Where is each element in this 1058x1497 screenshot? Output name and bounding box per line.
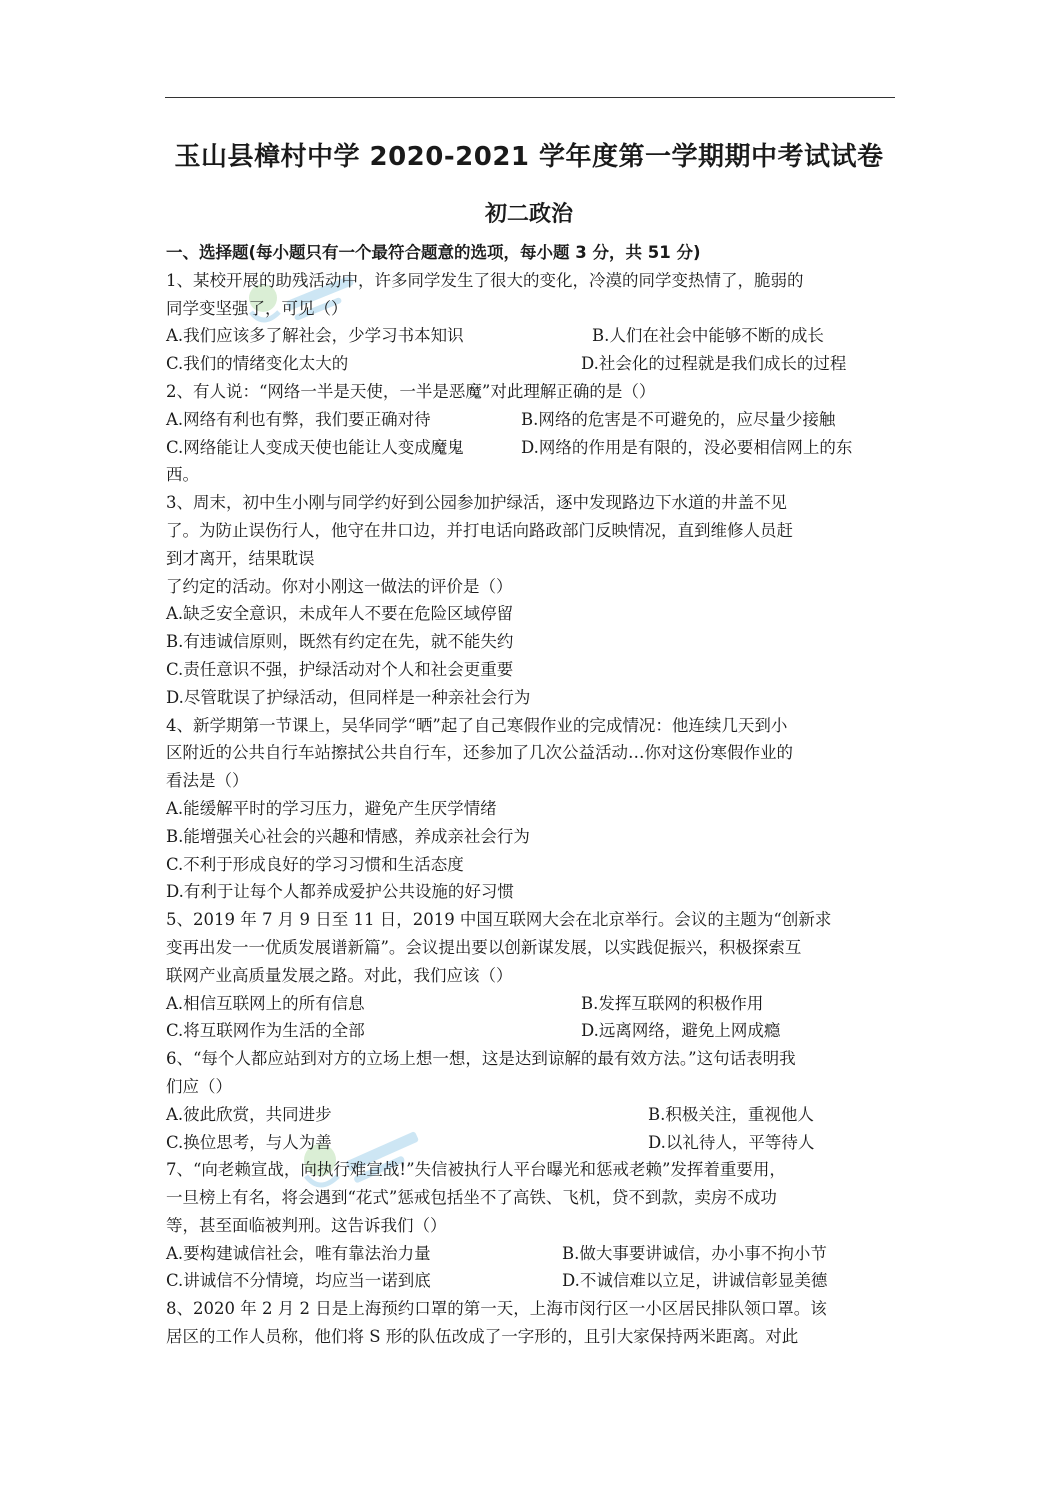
question-stem-line: 了约定的活动。你对小刚这一做法的评价是（） <box>166 576 513 596</box>
question-7 <box>166 1156 896 1295</box>
question-3 <box>166 489 896 711</box>
option-a: A.缺乏安全意识，未成年人不要在危险区域停留 <box>166 604 514 624</box>
question-stem-line: 区附近的公共自行车站擦拭公共自行车，还参加了几次公益活动…你对这份寒假作业的 <box>166 743 793 763</box>
question-stem-line: 同学变坚强了，可见（） <box>166 298 348 318</box>
question-1 <box>166 267 896 378</box>
option-b: B.发挥互联网的积极作用 <box>581 993 764 1013</box>
options-row <box>166 434 896 462</box>
question-5 <box>166 906 896 1045</box>
question-stem-line: 1、某校开展的助残活动中，许多同学发生了很大的变化，冷漠的同学变热情了，脆弱的 <box>166 270 804 290</box>
options-row <box>166 1267 896 1295</box>
question-2 <box>166 378 896 489</box>
question-stem-line: 5、2019 年 7 月 9 日至 11 日，2019 中国互联网大会在北京举行。会议的主题为“创新求 <box>166 910 832 930</box>
option-c: C.不利于形成良好的学习习惯和生活态度 <box>166 854 464 874</box>
question-stem-line: 变再出发一一优质发展谱新篇”。会议提出要以创新谋发展，以实践促振兴，积极探索互 <box>166 937 802 957</box>
option-b: B.能增强关心社会的兴趣和情感，养成亲社会行为 <box>166 826 530 846</box>
option-b: B.积极关注，重视他人 <box>648 1104 814 1124</box>
option-c: C.网络能让人变成天使也能让人变成魔鬼 <box>166 437 464 457</box>
question-stem-line: 7、“向老赖宣战，向执行难宣战!”失信被执行人平台曝光和惩戒老赖”发挥着重要用， <box>166 1160 786 1180</box>
question-stem-line: 等，甚至面临被判刑。这告诉我们（） <box>166 1215 447 1235</box>
question-stem-line: 8、2020 年 2 月 2 日是上海预约口罩的第一天，上海市闵行区一小区居民排队领口罩。该 <box>166 1299 827 1319</box>
option-c: C.我们的情绪变化太大的 <box>166 354 349 374</box>
option-d: D.网络的作用是有限的，没必要相信网上的东 <box>521 437 853 457</box>
question-stem-line: 3、周末，初中生小刚与同学约好到公园参加护绿活，逐中发现路边下水道的井盖不见 <box>166 493 787 513</box>
options-row <box>166 990 896 1018</box>
option-d: D.以礼待人，平等待人 <box>648 1132 815 1152</box>
question-stem-line: 了。为防止误伤行人，他守在井口边，并打电话向路政部门反映情况，直到维修人员赶 <box>166 520 793 540</box>
question-stem-line: 2、有人说：“网络一半是天使，一半是恶魔”对此理解正确的是（） <box>166 381 656 401</box>
question-stem-line: 到才离开，结果耽误 <box>166 548 315 568</box>
option-c: C.讲诚信不分情境，均应当一诺到底 <box>166 1271 431 1291</box>
question-stem-line: 一旦榜上有名，将会遇到“花式”惩戒包括坐不了高铁、飞机，贷不到款，卖房不成功 <box>166 1188 777 1208</box>
options-row <box>166 406 896 434</box>
question-stem-line: 联网产业高质量发展之路。对此，我们应该（） <box>166 965 513 985</box>
option-d: D.远离网络，避免上网成瘾 <box>581 1021 781 1041</box>
option-b: B.网络的危害是不可避免的，应尽量少接触 <box>521 409 836 429</box>
options-row <box>166 350 896 378</box>
option-a: A.要构建诚信社会，唯有靠法治力量 <box>166 1243 431 1263</box>
question-stem-line: 看法是（） <box>166 771 249 791</box>
option-continuation: 西。 <box>166 465 199 485</box>
question-stem-line: 4、新学期第一节课上，吴华同学“晒”起了自己寒假作业的完成情况：他连续几天到小 <box>166 715 788 735</box>
option-d: D.尽管耽误了护绿活动，但同样是一种亲社会行为 <box>166 687 531 707</box>
exam-title: 玉山县樟村中学 2020-2021 学年度第一学期期中考试试卷 <box>174 142 884 172</box>
options-row <box>166 322 896 350</box>
option-c: C.责任意识不强，护绿活动对个人和社会更重要 <box>166 659 514 679</box>
question-stem-line: 们应（） <box>166 1076 232 1096</box>
options-row <box>166 1240 896 1268</box>
option-a: A.相信互联网上的所有信息 <box>166 993 365 1013</box>
option-c: C.换位思考，与人为善 <box>166 1132 332 1152</box>
question-stem-line: 6、“每个人都应站到对方的立场上想一想，这是达到谅解的最有效方法。”这句话表明我 <box>166 1049 796 1069</box>
options-row <box>166 1017 896 1045</box>
option-d: D.有利于让每个人都养成爱护公共设施的好习惯 <box>166 882 514 902</box>
option-b: B.做大事要讲诚信，办小事不拘小节 <box>562 1243 827 1263</box>
question-4 <box>166 712 896 907</box>
option-c: C.将互联网作为生活的全部 <box>166 1021 365 1041</box>
section-heading: 一、选择题(每小题只有一个最符合题意的选项，每小题 3 分，共 51 分) <box>166 243 701 262</box>
option-a: A.彼此欣赏，共同进步 <box>166 1104 332 1124</box>
option-d: D.不诚信难以立足，讲诚信彰显美德 <box>562 1271 828 1291</box>
question-8 <box>166 1295 896 1351</box>
question-6 <box>166 1045 896 1156</box>
option-b: B.人们在社会中能够不断的成长 <box>592 326 824 346</box>
question-stem-line: 居区的工作人员称，他们将 S 形的队伍改成了一字形的，且引大家保持两米距离。对此 <box>166 1327 799 1347</box>
option-d: D.社会化的过程就是我们成长的过程 <box>581 354 847 374</box>
option-b: B.有违诚信原则，既然有约定在先，就不能失约 <box>166 632 514 652</box>
header-rule <box>165 97 895 98</box>
option-a: A.我们应该多了解社会，少学习书本知识 <box>166 326 464 346</box>
options-row <box>166 1129 896 1157</box>
options-row <box>166 1101 896 1129</box>
option-a: A.能缓解平时的学习压力，避免产生厌学情绪 <box>166 798 497 818</box>
exam-content <box>166 239 896 1351</box>
exam-subject: 初二政治 <box>484 202 573 227</box>
option-a: A.网络有利也有弊，我们要正确对待 <box>166 409 431 429</box>
